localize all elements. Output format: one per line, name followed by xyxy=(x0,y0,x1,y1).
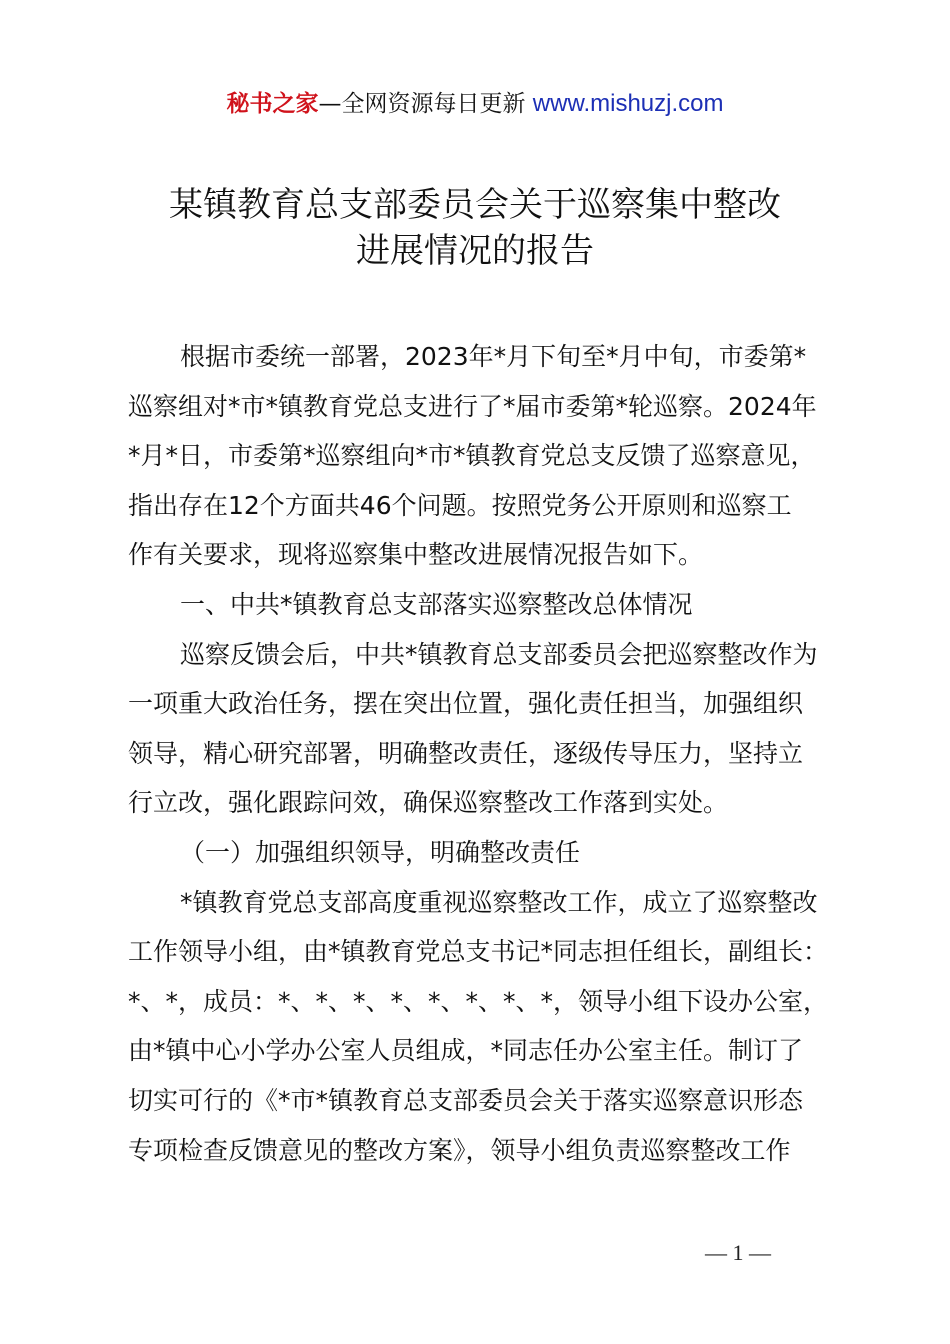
paragraph-line: 一项重大政治任务，摆在突出位置，强化责任担当，加强组织 xyxy=(128,689,804,719)
title-line-2: 进展情况的报告 xyxy=(356,231,594,271)
paragraph-line: 巡察组对*市*镇教育党总支进行了*届市委第*轮巡察。2024年 xyxy=(128,391,817,421)
paragraph-line: 巡察反馈会后，中共*镇教育总支部委员会把巡察整改作为 xyxy=(180,639,818,669)
subsection-heading: （一）加强组织领导，明确整改责任 xyxy=(180,837,581,867)
header-tagline: —全网资源每日更新 xyxy=(318,91,526,117)
paragraph-line: *镇教育党总支部高度重视巡察整改工作，成立了巡察整改 xyxy=(180,887,818,917)
document-title xyxy=(0,182,950,274)
paragraph-line: 领导，精心研究部署，明确整改责任，逐级传导压力，坚持立 xyxy=(128,738,804,768)
paragraph-line: 由*镇中心小学办公室人员组成，*同志任办公室主任。制订了 xyxy=(128,1036,804,1066)
paragraph-line: *月*日，市委第*巡察组向*市*镇教育党总支反馈了巡察意见， xyxy=(128,441,816,471)
paragraph-line: 作有关要求，现将巡察集中整改进展情况报告如下。 xyxy=(128,540,704,570)
page-number: — 1 — xyxy=(705,1240,771,1265)
site-header xyxy=(0,88,950,120)
paragraph-line: 行立改，强化跟踪问效，确保巡察整改工作落到实处。 xyxy=(128,788,729,818)
site-url-link[interactable]: www.mishuzj.com xyxy=(532,90,724,117)
paragraph-line: 切实可行的《*市*镇教育总支部委员会关于落实巡察意识形态 xyxy=(128,1085,804,1115)
brand-name: 秘书之家 xyxy=(226,91,319,117)
section-heading: 一、中共*镇教育总支部落实巡察整改总体情况 xyxy=(180,589,693,619)
paragraph-line: *、*，成员：*、*、*、*、*、*、*、*，领导小组下设办公室， xyxy=(128,986,829,1016)
paragraph-line: 工作领导小组，由*镇教育党总支书记*同志担任组长，副组长： xyxy=(128,937,829,967)
document-body xyxy=(128,332,858,1175)
paragraph-line: 根据市委统一部署，2023年*月下旬至*月中旬，市委第* xyxy=(180,342,807,371)
paragraph-line: 指出存在12个方面共46个问题。按照党务公开原则和巡察工 xyxy=(128,490,792,520)
title-line-1: 某镇教育总支部委员会关于巡察集中整改 xyxy=(169,185,781,225)
paragraph-line: 专项检查反馈意见的整改方案》，领导小组负责巡察整改工作 xyxy=(128,1135,791,1165)
